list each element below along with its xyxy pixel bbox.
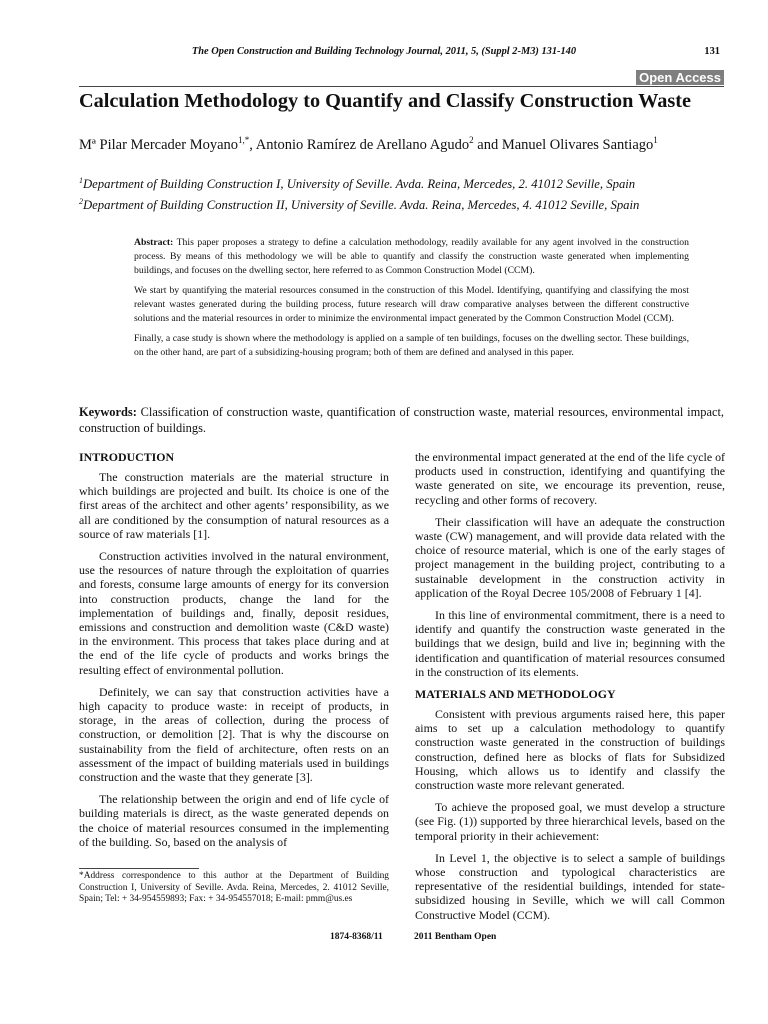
abstract-text-1: This paper proposes a strategy to define a calculation methodology, readily available for any agent involved in the construction process. By means of this methodology we will be able to quantify and classify the construction waste generated when implementing buildings, and focuses on the dwelling sector, here referred to as Common Construction Model (CCM). [134,237,689,276]
paragraph: Their classification will have an adequate the construction waste (CW) management, and will provide data related with the choice of resource material, which is one of the early stages of project management in the building project, contributing to a sustainable development in the construction activity in application of the Royal Decree 105/2008 of February 1 [4]. [415,514,725,600]
paragraph: the environmental impact generated at the end of the life cycle of products used in construction, identifying and quantifying the waste generated on site, we encourage its prevention, reuse, recycling and other forms of recovery. [415,450,726,507]
correspondence-footnote: *Address correspondence to this author at the Department of Building Construction I, University of Seville. Avda. Reina, Mercedes, 2. 41012 Seville, Spain; Tel: + 34-954559893; Fax: + 34-954557018; E-mail: pmm@us.es [79,871,389,904]
abstract-paragraph-3: Finally, a case study is shown where the methodology is applied on a sample of ten buildings, focuses on the dwelling sector. These buildings, on the other hand, are part of a subsidizing-housing program; both of them are defined and analysed in this paper. [134,333,689,358]
affiliation-1-marker: 1 [79,176,83,185]
journal-header [0,46,768,57]
section-heading-materials: MATERIALS AND METHODOLOGY [415,687,616,702]
paragraph: In Level 1, the objective is to select a sample of buildings whose construction and typological characteristics are representative of the residential buildings, intended for state-subsidized housing in Seville, which we will call Common Constructive Model (CCM). [415,850,725,922]
header-rule [79,86,724,87]
footnote-rule [79,868,199,869]
left-column [79,450,389,857]
right-column [415,450,725,930]
affiliation-1-text: Department of Building Construction I, University of Seville. Avda. Reina, Mercedes, 2. 41012 Seville, Spain [83,177,636,192]
footer-publisher: 2011 Bentham Open [414,932,497,942]
affiliation-2-marker: 2 [79,197,83,206]
author-3-affiliation: 1 [653,135,658,145]
author-list [79,131,729,154]
abstract-label: Abstract: [134,237,174,248]
author-2-affiliation: 2 [469,135,474,145]
page-number: 131 [704,46,720,57]
affiliation-2-text: Department of Building Construction II, University of Seville. Avda. Reina, Mercedes, 4. 41012 Seville, Spain [83,198,640,213]
paragraph: In this line of environmental commitment, there is a need to identify and quantify the construction waste generated in the buildings that we design, build and live in; beginning with the identification and quantification of material resources consumed in the construction of its elements. [415,608,725,679]
affiliation-2 [79,193,688,214]
footer-issn: 1874-8368/11 [330,932,383,942]
keywords [79,405,724,436]
paragraph: To achieve the proposed goal, we must develop a structure (see Fig. (1)) supported by three hierarchical levels, based on the temporal priority in their achievement: [415,800,725,843]
affiliation-1 [79,172,688,193]
author-1-affiliation: 1,* [238,135,250,145]
section-heading-introduction: INTRODUCTION [79,450,175,464]
author-3: and Manuel Olivares Santiago [473,136,654,153]
journal-volume: 2011, 5, (Suppl 2-M3) 131-140 [445,46,577,57]
paragraph: Construction activities involved in the natural environment, use the resources of nature through the exploitation of quarries and forests, consume large amounts of energy for its conversion into construction products, change the land for the implementation of buildings and, finally, deposit residues, emissions and construction and demolition waste (C&D waste) in the environment. This process that takes place during and at the end of the life cycle of products and works brings the resulting effect of environmental pollution. [79,549,389,677]
paragraph: The relationship between the origin and end of life cycle of building materials is direct, as the waste generated depends on the choice of material resources consumed in the implementing of the building. So, based on the analysis of [79,792,389,849]
paragraph: The construction materials are the material structure in which buildings are projected and built. Its choice is one of the first areas of the architect and other agents’ responsibility, as we all are conditioned by the consumption of natural resources as a source of raw materials [1]. [79,470,389,541]
paper-title: Calculation Methodology to Quantify and Classify Construction Waste [79,90,692,112]
keywords-text: Classification of construction waste, quantification of construction waste, material resources, environmental impact, construction of buildings. [79,405,724,435]
paragraph: Definitely, we can say that construction activities have a high capacity to produce waste: in receipt of products, in storage, in the areas of collection, during the process of construction, or demolition [2]. That is why the discourse on sustainability from the field of architecture, often rests on an assessment of the impact of building materials used in buildings construction and the waste that they generate [3]. [79,684,389,785]
abstract [134,236,689,366]
keywords-label: Keywords: [79,405,137,419]
open-access-badge: Open Access [636,70,724,85]
journal-name: The Open Construction and Building Technology Journal, [191,46,443,57]
author-2: , Antonio Ramírez de Arellano Agudo [249,136,470,153]
abstract-paragraph-1 [134,236,689,278]
paragraph: Consistent with previous arguments raised here, this paper aims to set up a calculation methodology to quantify construction waste generated in the construction of buildings construction, defined here as blocks of flats for Subsidized Housing, which allows us to identify and classify the construction waste more relevant generated. [415,707,725,793]
author-1: Mª Pilar Mercader Moyano [79,136,239,153]
abstract-paragraph-2: We start by quantifying the material resources consumed in the construction of this Model. Identifying, quantifying and classifying the most relevant wastes generated during the building process, future research will draw comparative analyses between the different constructive solutions and the material resources in order to minimize the environmental impact generated by the Common Construction Model (CCM). [134,285,689,324]
